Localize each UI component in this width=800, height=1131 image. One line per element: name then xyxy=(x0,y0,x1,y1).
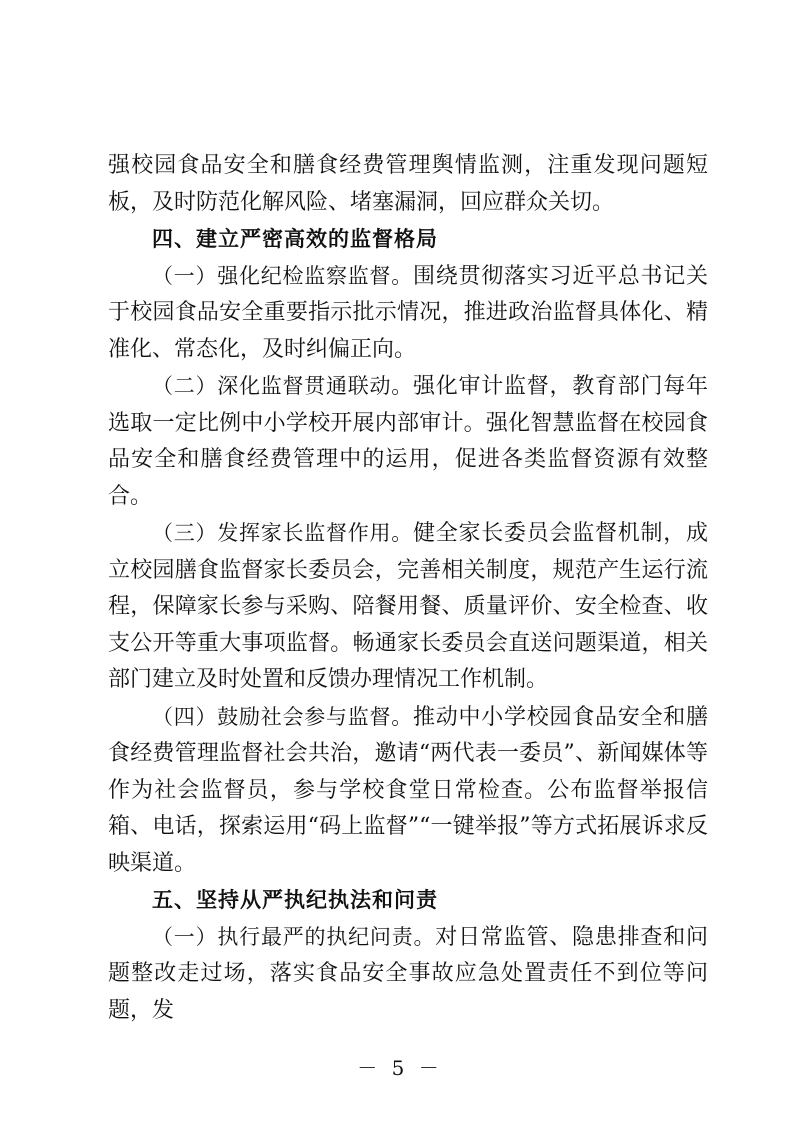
paragraph-4-2 xyxy=(108,368,708,515)
paragraph-head: （一）强化纪检监察监督。 xyxy=(152,263,413,288)
paragraph-head: （二）深化监督贯通联动。 xyxy=(152,374,413,398)
section-heading-4: 四、建立严密高效的监督格局 xyxy=(152,227,438,251)
paragraph-head: （三）发挥家长监督作用。 xyxy=(152,521,413,545)
paragraph-text: 健全家长委员会监督机制，成立校园膳食监督家长委员会，完善相关制度，规范产生运行流程，保障家长参与采购、陪餐用餐、质量评价、安全检查、收支公开等重大事项监督。畅通家长委员会直送问题渠道，相关部门建立及时处置和反馈办理情况工作机制。 xyxy=(108,521,708,692)
paragraph-text: 强化审计监督，教育部门每年选取一定比例中小学校开展内部审计。强化智慧监督在校园食品安全和膳食经费管理中的运用，促进各类监督资源有效整合。 xyxy=(108,374,708,509)
paragraph-head: （一）执行最严的执纪问责。 xyxy=(152,924,436,949)
paragraph-text: 推动中小学校园食品安全和膳食经费管理监督社会共治，邀请“两代表一委员”、新闻媒体等作为社会监督员，参与学校食堂日常检查。公布监督举报信箱、电话，探索运用“码上监督”“一键举报”等方式拓展诉求反映渠道。 xyxy=(108,704,708,876)
paragraph-4-3 xyxy=(108,515,708,699)
paragraph-text: 对日常监管、隐患排查和问题整改走过场，落实食品安全事故应急处置责任不到位等问题，发 xyxy=(108,924,708,1023)
paragraph-5-1 xyxy=(108,919,708,1030)
page-number: － 5 － xyxy=(357,1056,443,1080)
paragraph-4-4 xyxy=(108,699,708,883)
document-body xyxy=(108,148,708,1029)
paragraph-head: （四）鼓励社会参与监督。 xyxy=(152,704,413,729)
continuation-paragraph: 强校园食品安全和膳食经费管理舆情监测，注重发现问题短板，及时防范化解风险、堵塞漏洞，回应群众关切。 xyxy=(108,153,708,215)
paragraph-4-1 xyxy=(108,258,708,369)
paragraph-text: 围绕贯彻落实习近平总书记关于校园食品安全重要指示批示情况，推进政治监督具体化、精准化、常态化，及时纠偏正向。 xyxy=(108,263,708,362)
section-heading-5: 五、坚持从严执纪执法和问责 xyxy=(152,888,438,912)
